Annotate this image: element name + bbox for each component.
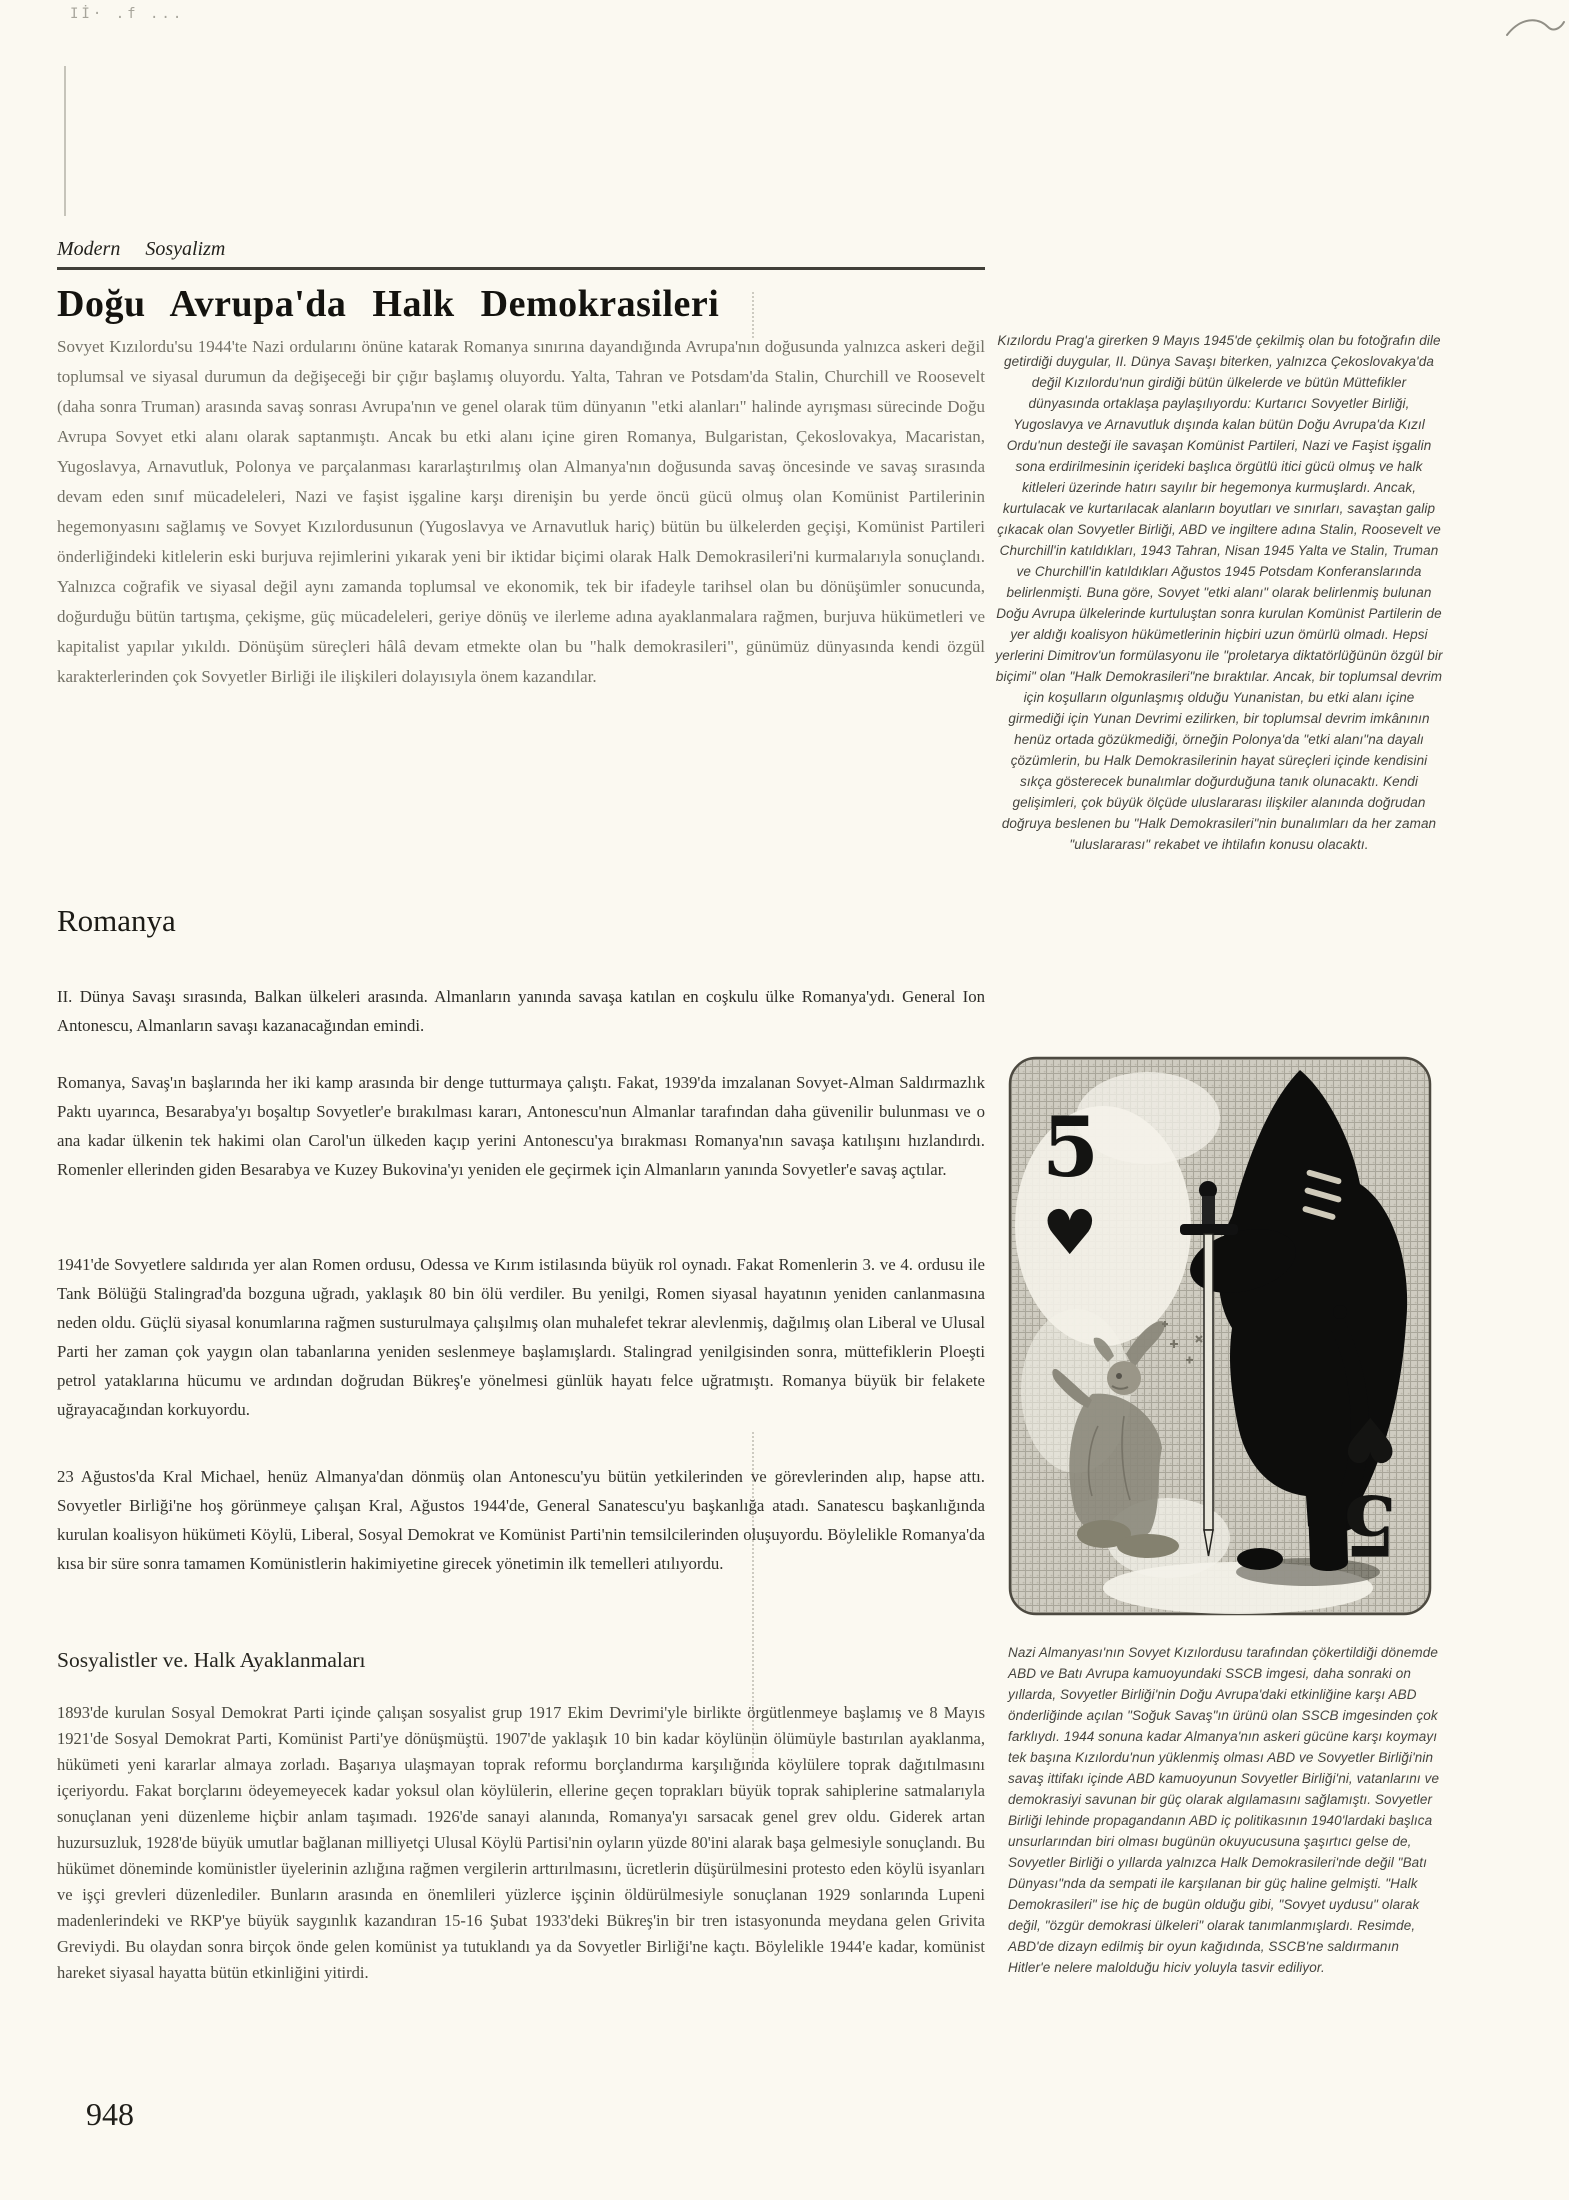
scan-artifact-line bbox=[64, 66, 66, 216]
card-rank: 5 bbox=[1042, 1100, 1100, 1196]
card-corner-bottom-right bbox=[1341, 1403, 1398, 1572]
page-title: Doğu Avrupa'da Halk Demokrasileri bbox=[57, 283, 720, 325]
section-label: Modern Sosyalizm bbox=[57, 238, 226, 260]
masthead bbox=[57, 238, 985, 270]
photo-caption-bottom: Nazi Almanyası'nın Sovyet Kızılordusu tarafından çökertildiği dönemde ABD ve Batı Avrupa kamuoyundaki SSCB imgesi, daha sonraki on yıllarda, Sovyetler Birliği'nin Doğu Avrupa'daki etkinliğine karşı ABD önderliğinde açılan "Soğuk Savaş"ın ürünü olan SSCB imgesinden çok farklıydı. 1944 sonuna kadar Almanya'nın askeri gücüne karşı koymayı tek başına Kızılordu'nun yüklenmiş olması ABD ve Sovyetler Birliği'nin savaş ittifakı içinde ABD kamuoyunun Sovyetler Birliği'ni, vatanlarını ve demokrasiyi savunan bir güç olarak algılamasını sağlamıştı. Sovyetler Birliği lehinde propagandanın ABD iç politikasının 1940'lardaki başlıca unsurlarından biri olması bugünün okuyucusuna şaşırtıcı gelse de, Sovyetler Birliği o yıllarda yalnızca Halk Demokrasileri'nde değil "Batı Dünyası"nda da sempati ile karşılanan bir güç haline gelmişti. "Halk Demokrasileri" ise hiç de bugün olduğu gibi, "Sovyet uydusu" olarak değil, "özgür demokrasi ülkeleri" olarak tanımlanmışlardı. Resimde, ABD'de dizayn edilmiş bir oyun kağıdında, SSCB'ne saldırmanın Hitler'e nelere malolduğu hiciv yoluyla tasvir ediliyor. bbox=[1008, 1645, 1440, 1975]
paragraph: Romanya, Savaş'ın başlarında her iki kamp arasında bir denge tutturmaya çalıştı. Fakat, 1939'da imzalanan Sovyet-Alman Saldırmazlık Paktı uyarınca, Besarabya'yı boşaltıp Sovyetler'e bırakılması kararı, Antonescu'nun Almanlar tarafından daha güvenilir bulunması ve o ana kadar ülkenin tek hakimi olan Carol'un ülkeden kaçıp yerini Antonescu'ya bırakması Romanya'nın savaşa katılışını hızlandırdı. Romenler ellerinden giden Besarabya ve Kuzey Bukovina'yı yeniden ele geçirmek için Almanların yanında Sovyetler'e savaş açtılar. bbox=[57, 1073, 985, 1179]
paragraph: 1893'de kurulan Sosyal Demokrat Parti içinde çalışan sosyalist grup 1917 Ekim Devrimi'yle birlikte örgütlenmeye başlamış ve 8 Mayıs 1921'de Sosyal Demokrat Parti, Komünist Parti'ye dönüşmüştü. 1907'de yaklaşık 10 bin kadar köylünün ölümüyle bastırılan ayaklanma, hükümeti yeni kararlar almaya zorladı. Başarıya ulaşmayan toprak reformu borçlandırma karşılığında köylülere toprak dağıtılmasını içeriyordu. Fakat borçlarını ödeyemeyecek kadar yoksul olan köylülerin, ellerine geçen toprakları büyük toprak sahiplerine satmalarıyla sonuçlanan yeni düzenleme hiçbir anlam taşımadı. 1926'de sanayi alanında, Romanya'yı sarsacak genel grev oldu. Giderek artan huzursuzluk, 1928'de büyük umutlar bağlanan milliyetçi Ulusal Köylü Partisi'nin oyların yüzde 80'ini alarak başa gelmesiyle sonuçlandı. Bu hükümet döneminde komünistler üyelerinin azlığına rağmen vergilerin arttırılmasını, ücretlerin düşürülmesini protesto eden köylü isyanları ve işçi grevleri düzenlediler. Bunların arasında en önemlileri yüzlerce işçinin öldürülmesiyle sonuçlanan 1929 sonlarında Lupeni madenlerindeki ve RKP'ye büyük saygınlık kazandıran 15-16 Şubat 1933'deki Bükreş'in bir tren istasyonunda meydana gelen Grivita Greviydi. Bu olaydan sonra birçok önde gelen komünist ya tutuklandı ya da Sovyetler Birliği'ne kaçtı. Böylelikle 1944'e kadar, komünist hareket siyasal hayatta bütün etkinliğini yitirdi. bbox=[57, 1703, 985, 1982]
section-heading-sosyalistler: Sosyalistler ve. Halk Ayaklanmaları bbox=[57, 1648, 366, 1672]
photo-caption-top: Kızılordu Prag'a girerken 9 Mayıs 1945'de çekilmiş olan bu fotoğrafın dile getirdiği duygular, II. Dünya Savaşı biterken, yalnızca Çekoslovakya'da değil Kızılordu'nun girdiği bütün ülkelerde ve bütün Müttefikler dünyasında ortaklaşa paylaşılıyordu: Kurtarıcı Sovyetler Birliği, Yugoslavya ve Arnavutluk dışında kalan bütün Doğu Avrupa'da Kızıl Ordu'nun desteği ile savaşan Komünist Partileri, Nazi ve Faşist işgalin sona erdirilmesinin içerideki başlıca örgütlü itici gücü olmuş ve halk kitleleri üzerinde hatırı sayılır bir hegemonya kurmuşlardı. Ancak, kurtulacak ve kurtarılacak alanların boyutları ve sınırları, savaştan galip çıkacak olan Sovyetler Birliği, ABD ve ingiltere adına Stalin, Roosevelt ve Churchill'in katıldıkları, 1943 Tahran, Nisan 1945 Yalta ve Stalin, Truman ve Churchill'in katıldıkları Ağustos 1945 Potsdam Konferanslarında belirlenmişti. Buna göre, Sovyet "etki alanı" olarak belirlenmiş bulunan Doğu Avrupa ülkelerinde kurtuluştan sonra kurulan Komünist Partilerin de yer aldığı koalisyon hükümetlerinin hiçbiri uzun ömürlü olmadı. Hepsi yerlerini Dimitrov'un formülasyonu ile "proletarya diktatörlüğünün özgül bir biçimi" olan "Halk Demokrasileri"ne bıraktılar. Ancak, bir toplumsal devrim için koşulların olgunlaşmış olduğu Yunanistan, bu etki alanı içine girmediği için Yunan Devrimi ezilirken, bir toplumsal devrim imkânının henüz ortada gözükmediği, örneğin Polonya'da "etki alanı"na dayalı çözümlerin, bu Halk Demokrasilerinin hayat süreçleri içinde kendisini sıkça gösterecek bunalımlar doğurduğuna tanık olunacaktı. Kendi gelişimleri, çok büyük ölçüde uluslararası ilişkiler alanında doğrudan doğruya beslenen bu "Halk Demokrasileri"nin bunalımları da her zaman "uluslararası" rekabet ve ihtilafın konusu olacaktı. bbox=[995, 333, 1443, 852]
masthead-rule bbox=[57, 267, 985, 270]
intro-paragraph: Sovyet Kızılordu'su 1944'te Nazi ordularını önüne katarak Romanya sınırına dayandığında Avrupa'nın doğusunda yalnızca askeri değil toplumsal ve siyasal durumun da değişeceği bir çığır başlamış oluyordu. Yalta, Tahran ve Potsdam'da Stalin, Churchill ve Roosevelt (daha sonra Truman) arasında savaş sonrası Avrupa'nın ve genel olarak tüm dünyanın "etki alanları" halinde ayrışması sürecinde Doğu Avrupa Sovyet etki alanı olarak saptanmıştı. Ancak bu etki alanı içine giren Romanya, Bulgaristan, Çekoslovakya, Macaristan, Yugoslavya, Arnavutluk, Polonya ve parçalanması kararlaştırılmış olan Almanya'nın doğusunda savaş öncesinde ve savaş sırasında devam eden sınıf mücadeleleri, Nazi ve faşist işgaline karşı direnişin bu yerde öncü gücü olmuş olan Komünist Partilerinin hegemonyasını sağlamış ve Sovyet Kızılordusunun (Yugoslavya ve Arnavutluk hariç) bütün bu ülkelerden geçişi, Komünist Partileri önderliğindeki kitlelerin eski burjuva rejimlerini yıkarak yeni bir iktidar biçimi olarak Halk Demokrasileri'ni kurmalarıyla sonuçlandı. Yalnızca coğrafik ve siyasal değil aynı zamanda toplumsal ve ekonomik, tek bir ifadeyle tarihsel olan bu dönüşümler sonucunda, doğurduğu bütün tartışma, çekişme, güç mücadeleleri, geriye dönüş ve ilerleme adına ayaklanmalara rağmen, burjuva hükümetleri ve kapitalist yapılar yıkıldı. Dönüşüm süreçleri hâlâ devam etmekte olan bu "halk demokrasileri", günümüz dünyasında kendi özgül karakterlerinden çok Sovyetler Birliği ile ilişkileri dolayısıyla önem kazandılar. bbox=[57, 337, 985, 686]
paragraph: 1941'de Sovyetlere saldırıda yer alan Romen ordusu, Odessa ve Kırım istilasında büyük rol oynadı. Fakat Romenlerin 3. ve 4. ordusu ile Tank Bölüğü Stalingrad'da bozguna uğradı, yaklaşık 80 bin ölü verdiler. Bu yenilgi, Romen siyasal hayatının yeniden canlanmasına neden oldu. Güçlü siyasal konumlarına rağmen susturulmaya çalışılmış olan muhalefet tekrar alevlenmiş, dağılmış olan Liberal ve Ulusal Parti her zaman çok yaygın olan tabanlarına yeniden seslenmeye başlamışlardı. Stalingrad yenilgisinden sonra, müttefiklerin Ploeşti petrol yataklarına hücumu ve ardından doğrudan Bükreş'e yönelmesi günlük hayatı felce uğratmıştı. Romanya büyük bir felakete uğrayacağından korkuyordu. bbox=[57, 1255, 985, 1419]
card-rank: 5 bbox=[1340, 1476, 1398, 1572]
page-number: 948 bbox=[86, 2096, 134, 2132]
card-corner-top-left bbox=[1042, 1100, 1099, 1269]
scan-artifact-marks: Iİ· .f ... bbox=[70, 6, 185, 22]
scan-artifact-swash bbox=[1505, 12, 1567, 46]
section-heading-romanya: Romanya bbox=[57, 903, 176, 938]
playing-card-illustration bbox=[1008, 1056, 1432, 1616]
playing-card-figure bbox=[1008, 1056, 1432, 1616]
paragraph: 23 Ağustos'da Kral Michael, henüz Almanya'dan dönmüş olan Antonescu'yu bütün yetkilerinden ve görevlerinden alıp, hapse attı. Sovyetler Birliği'ne hoş görünmeye çalışan Kral, Ağustos 1944'de, General Sanatescu'yu başkanlığa atadı. Sanatescu başkanlığında kurulan koalisyon hükümeti Köylü, Liberal, Sosyal Demokrat ve Komünist Parti'nin temsilcilerinden oluşuyordu. Böylelikle Romanya'da kısa bir süre sonra tamamen Komünistlerin hakimiyetine girecek yönetimin ilk temelleri atılıyordu. bbox=[57, 1467, 985, 1573]
paragraph: II. Dünya Savaşı sırasında, Balkan ülkeleri arasında. Almanların yanında savaşa katılan en coşkulu ülke Romanya'ydı. General Ion Antonescu, Almanların savaşı kazanacağından emindi. bbox=[57, 987, 985, 1035]
heart-suit-icon: ♥ bbox=[1042, 1196, 1098, 1269]
heart-suit-icon: ♥ bbox=[1342, 1403, 1398, 1476]
